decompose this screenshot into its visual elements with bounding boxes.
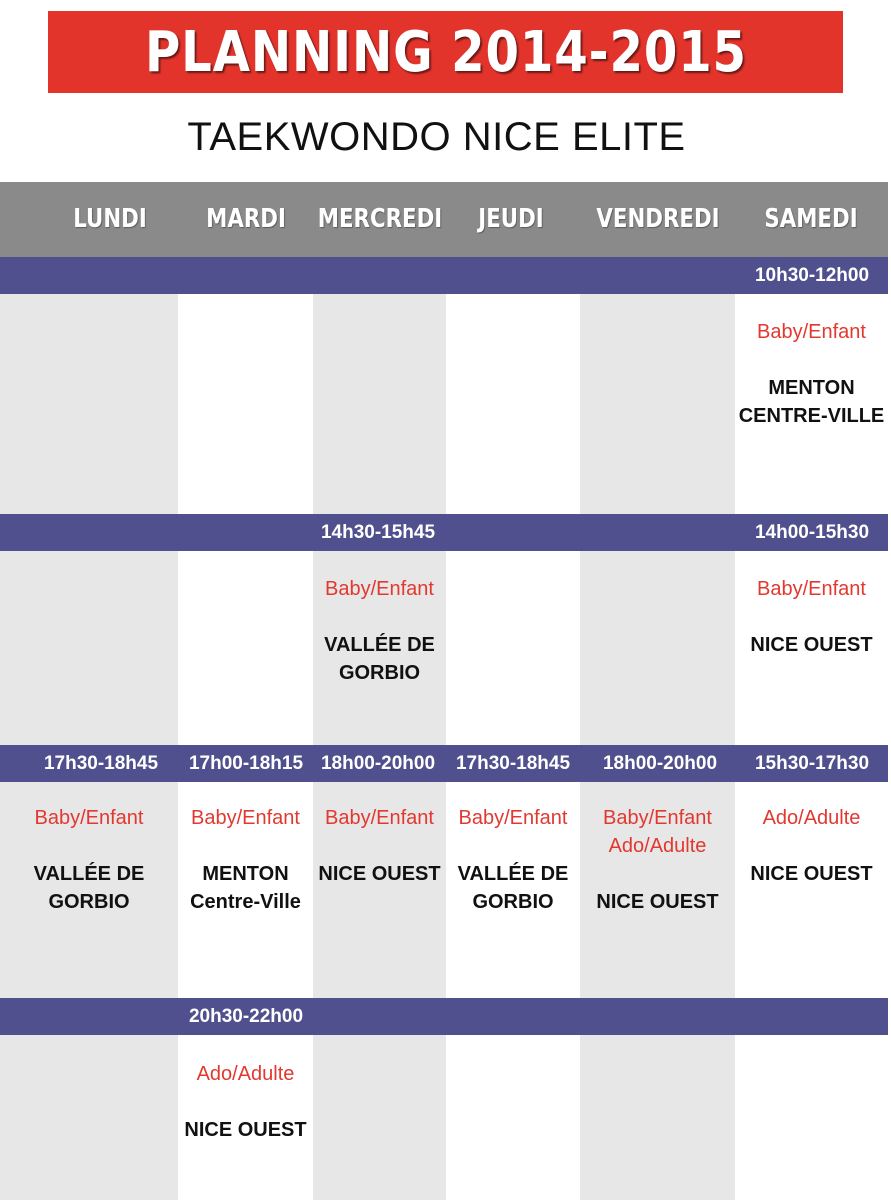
- category-label: Ado/Adulte: [196, 1063, 295, 1085]
- schedule-cell: [580, 551, 735, 745]
- location-label: VALLÉE DE: [324, 634, 435, 656]
- schedule-cell: [580, 782, 735, 998]
- day-header-row: [0, 182, 888, 257]
- schedule-cell: [735, 1035, 888, 1200]
- time-slot-label: 18h00-20h00: [320, 753, 436, 774]
- schedule-cell: [178, 294, 313, 514]
- schedule-cell: [735, 551, 888, 745]
- time-slot-label: 10h30-12h00: [754, 265, 870, 286]
- category-label: Baby/Enfant: [458, 807, 568, 829]
- location-label: NICE OUEST: [184, 1119, 307, 1141]
- location-label: MENTON: [202, 863, 289, 885]
- time-bar: [0, 257, 888, 294]
- schedule-cell: [313, 1035, 446, 1200]
- location-label: VALLÉE DE: [457, 863, 569, 885]
- category-label: Baby/Enfant: [325, 807, 434, 829]
- schedule-cell: [446, 551, 580, 745]
- day-label-mardi: MARDI: [206, 204, 286, 234]
- day-label-lundi: LUNDI: [73, 204, 147, 234]
- time-slot-label: 17h30-18h45: [43, 753, 159, 774]
- category-label: Baby/Enfant: [757, 578, 866, 600]
- location-label: CENTRE-VILLE: [738, 405, 885, 427]
- page-title: PLANNING 2014-2015: [144, 19, 747, 85]
- location-label: GORBIO: [48, 891, 130, 913]
- page-subtitle: TAEKWONDO NICE ELITE: [187, 115, 686, 159]
- category-label: Baby/Enfant: [325, 578, 434, 600]
- title-banner: [48, 11, 843, 93]
- schedule-cell: [178, 782, 313, 998]
- location-label: Centre-Ville: [190, 891, 301, 913]
- day-label-mercredi: MERCREDI: [317, 204, 443, 234]
- schedule-cell: [735, 782, 888, 998]
- time-slot-label: 20h30-22h00: [188, 1006, 304, 1027]
- schedule-cell: [178, 1035, 313, 1200]
- schedule-cell: [0, 1035, 178, 1200]
- location-label: NICE OUEST: [750, 634, 873, 656]
- schedule-cell: [313, 782, 446, 998]
- category-label: Ado/Adulte: [608, 835, 707, 857]
- time-slot-label: 17h00-18h15: [188, 753, 304, 774]
- schedule-cell: [446, 782, 580, 998]
- day-label-vendredi: VENDREDI: [596, 204, 720, 234]
- day-label-jeudi: JEUDI: [478, 204, 544, 234]
- schedule-cell: [446, 294, 580, 514]
- schedule-cell: [735, 294, 888, 514]
- schedule-cell: [580, 1035, 735, 1200]
- location-label: GORBIO: [338, 662, 421, 684]
- location-label: NICE OUEST: [318, 863, 441, 885]
- location-label: NICE OUEST: [596, 891, 719, 913]
- time-slot-label: 17h30-18h45: [455, 753, 571, 774]
- location-label: NICE OUEST: [750, 863, 873, 885]
- category-label: Ado/Adulte: [762, 807, 861, 829]
- schedule-cell: [313, 294, 446, 514]
- schedule-cell: [0, 294, 178, 514]
- time-bar: [0, 998, 888, 1035]
- location-label: MENTON: [768, 377, 855, 399]
- location-label: VALLÉE DE: [33, 863, 145, 885]
- category-label: Baby/Enfant: [603, 807, 712, 829]
- time-slot-label: 18h00-20h00: [602, 753, 718, 774]
- schedule-cell: [313, 551, 446, 745]
- location-label: GORBIO: [472, 891, 554, 913]
- category-label: Baby/Enfant: [191, 807, 300, 829]
- time-slot-label: 14h00-15h30: [754, 522, 870, 543]
- category-label: Baby/Enfant: [34, 807, 144, 829]
- schedule-cell: [0, 551, 178, 745]
- schedule-cell: [580, 294, 735, 514]
- time-slot-label: 15h30-17h30: [754, 753, 870, 774]
- time-bar: [0, 514, 888, 551]
- schedule-cell: [0, 782, 178, 998]
- time-bar: [0, 745, 888, 782]
- schedule-cell: [178, 551, 313, 745]
- schedule-cell: [446, 1035, 580, 1200]
- day-label-samedi: SAMEDI: [764, 204, 858, 234]
- category-label: Baby/Enfant: [757, 321, 866, 343]
- time-slot-label: 14h30-15h45: [320, 522, 436, 543]
